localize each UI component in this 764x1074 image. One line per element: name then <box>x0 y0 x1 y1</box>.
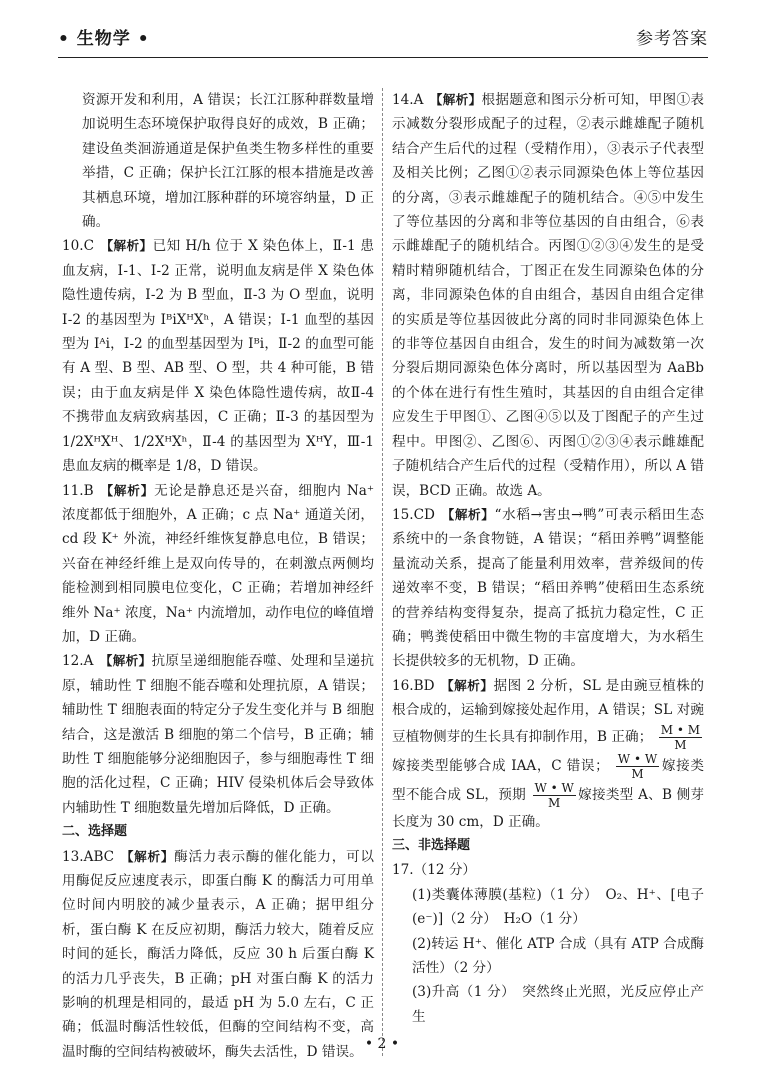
analysis-tag: 【解析】 <box>440 506 495 522</box>
answer-13: 13.ABC 【解析】酶活力表示酶的催化能力，可以用酶促反应速度表示，即蛋白酶 K 的酶活力可用单位时间内明胶的减少量表示，A 正确；据甲组分析，蛋白酶 K 在反应初期，酶活力较大，随着反应时间的延长，酶活力降低，反应 30 h 后蛋白酶 K 的活力几乎丧失，B 正确；pH 对蛋白酶 K 的活力影响的机理是相同的，最适 pH 为 5.0 左右，C 正确；低温时酶活性较低，但酶的空间结构不变，高温时酶的空间结构被破坏，酶失去活性，D 错误。 <box>62 848 374 1060</box>
answer-11: 11.B 【解析】无论是静息还是兴奋，细胞内 Na⁺ 浓度都低于细胞外，A 正确；c 点 Na⁺ 通道关闭，cd 段 K⁺ 外流，神经纤维恢复静息电位，B 错误；兴奋在神经纤维上是双向传导的，在刺激点两侧均能检测到相同膜电位变化，C 正确；若增加神经纤维外 Na⁺ 浓度，Na⁺ 内流增加，动作电位的峰值增加，D 正确。 <box>62 482 374 645</box>
page-number: • 2 • <box>364 1036 400 1052</box>
analysis-tag: 【解析】 <box>429 92 482 107</box>
fraction-ww-m: $\frac{W • W}{M}$ <box>617 751 658 781</box>
analysis-tag: 【解析】 <box>99 482 155 498</box>
page-header <box>58 14 708 48</box>
answer-17-part-2: (2)转运 H⁺、催化 ATP 合成（具有 ATP 合成酶活性）（2 分） <box>412 935 704 976</box>
header-rule <box>58 57 708 58</box>
answer-16: 16.BD 【解析】据图 2 分析，SL 是由豌豆植株的根合成的，运输到嫁接处起作用，A 错误；SL 对豌豆植物侧芽的生长具有抑制作用，B 正确； $\frac{M • M}{M}$ 嫁接类型能够合成 IAA，C 错误； $\frac{W • W}{M}$ 嫁接类型不能合成 SL，预期 $\frac{W • W}{M}$ 嫁接类型 A、B 侧芽长度为 30 cm，D 正确。 <box>392 677 705 830</box>
answer-17-part-3: (3)升高（1 分） 突然终止光照，光反应停止产生 <box>412 984 704 1025</box>
column-divider <box>382 88 383 1056</box>
analysis-tag: 【解析】 <box>120 848 175 864</box>
section-heading-3: 三、非选择题 <box>392 837 471 853</box>
section-heading-2: 二、选择题 <box>62 824 128 840</box>
left-column <box>62 88 374 1064</box>
analysis-tag: 【解析】 <box>99 653 152 669</box>
right-column <box>392 88 704 1029</box>
continued-paragraph: 资源开发和利用，A 错误；长江江豚种群数量增加说明生态环境保护取得良好的成效，B 正确；建设鱼类洄游通道是保护鱼类生物多样性的重要举措，C 正确；保护长江江豚的根本措施是改善其栖息环境，增加江豚种群的环境容纳量，D 正确。 <box>82 92 374 231</box>
answer-12: 12.A 【解析】抗原呈递细胞能吞噬、处理和呈递抗原，辅助性 T 细胞不能吞噬和处理抗原，A 错误；辅助性 T 细胞表面的特定分子发生变化并与 B 细胞结合，这是激活 B 细胞的第二个信号，B 正确；辅助性 T 细胞能够分泌细胞因子，参与细胞毒性 T 细胞的活化过程，C 正确；HIV 侵染机体后会导致体内辅助性 T 细胞数量先增加后降低，D 正确。 <box>62 653 375 816</box>
answer-key-title: 参考答案 <box>636 29 708 49</box>
answer-17-header: 17.（12 分） <box>392 862 477 879</box>
analysis-tag: 【解析】 <box>440 677 494 693</box>
subject-title: • 生物学 • <box>58 29 150 49</box>
analysis-tag: 【解析】 <box>100 238 153 254</box>
answer-14: 14.A 【解析】根据题意和图示分析可知，甲图①表示减数分裂形成配子的过程，②表示雌雄配子随机结合产生后代的过程（受精作用），③表示子代表型及相关比例；乙图①②表示同源染色体上等位基因的分离，③表示雌雄配子的随机结合。④⑤中发生了等位基因的分离和非等位基因的自由组合，⑥表示雌雄配子的随机结合。丙图①②③④发生的是受精时精卵随机结合，丁图正在发生同源染色体的分离，非同源染色体的自由组合，基因自由组合定律的实质是等位基因彼此分离的同时非同源染色体上的非等位基因自由组合，发生的时间为减数第一次分裂后期同源染色体分离时，所以基因型为 AaBb 的个体在进行有性生殖时，其基因的自由组合定律应发生于甲图①、乙图④⑤以及丁图配子的产生过程中。甲图②、乙图⑥、丙图①②③④表示雌雄配子随机结合产生后代的过程（受精作用），所以 A 错误，BCD 正确。故选 A。 <box>392 92 705 499</box>
fraction-mm-m: $\frac{M • M}{M}$ <box>660 722 701 752</box>
answer-10: 10.C 【解析】已知 H/h 位于 X 染色体上，Ⅱ-1 患血友病，Ⅰ-1、Ⅰ-2 正常，说明血友病是伴 X 染色体隐性遗传病，Ⅰ-2 为 B 型血，Ⅱ-3 为 O 型血，说明Ⅰ-2 的基因型为 IᴮiXᴴXʰ，A 错误；Ⅰ-1 血型的基因型为 Iᴬi，Ⅰ-2 的血型基因型为 Iᴮi，Ⅱ-2 的血型可能有 A 型、B 型、AB 型、O 型，共 4 种可能，B 错误；由于血友病是伴 X 染色体隐性遗传病，故Ⅱ-4 不携带血友病致病基因，C 正确；Ⅱ-3 的基因型为 1/2XᴴXᴴ、1/2XᴴXʰ，Ⅱ-4 的基因型为 XᴴY，Ⅲ-1 患血友病的概率是 1/8，D 错误。 <box>62 238 374 475</box>
answer-17-part-1: (1)类囊体薄膜(基粒)（1 分） O₂、H⁺、[电子(e⁻)]（2 分） H₂O（1 分） <box>412 886 704 928</box>
answer-15: 15.CD 【解析】“水稻→害虫→鸭”可表示稻田生态系统中的一条食物链，A 错误；“稻田养鸭”调整能量流动关系，提高了能量利用效率，营养级间的传递效率不变，B 错误；“稻田养鸭”使稻田生态系统的营养结构变得复杂，提高了抵抗力稳定性，C 正确；鸭粪使稻田中微生物的丰富度增大，为水稻生长提供较多的无机物，D 正确。 <box>392 506 704 670</box>
fraction-ww-m-2: $\frac{W • W}{M}$ <box>534 780 574 810</box>
